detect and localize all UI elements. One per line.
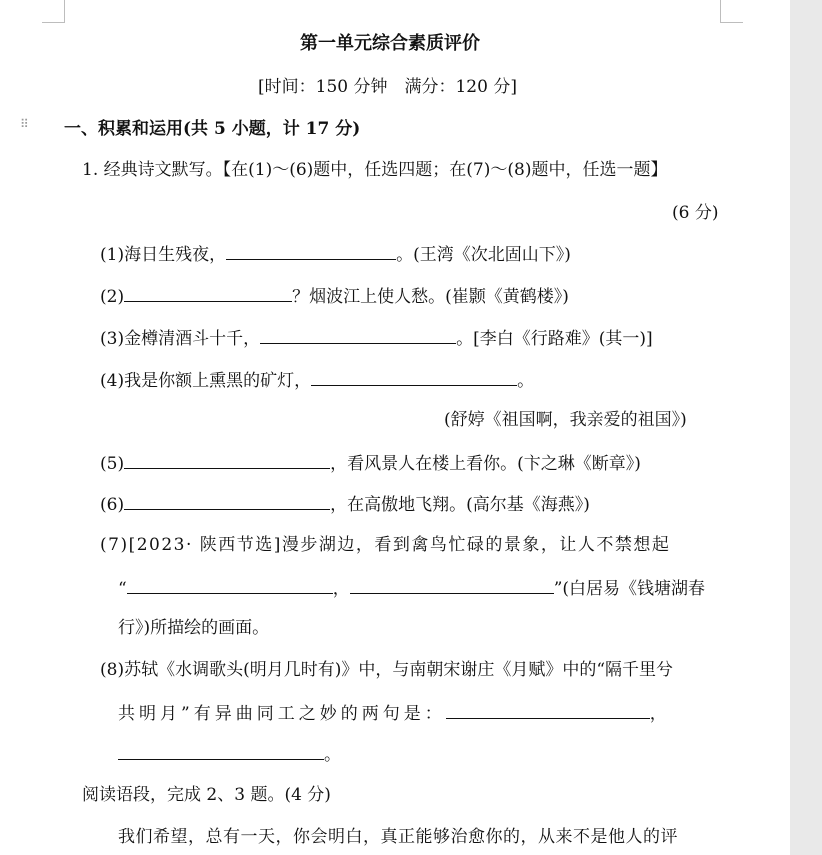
item-text: ， <box>649 704 671 724</box>
answer-blank[interactable] <box>446 700 650 719</box>
fill-item-7-line2 <box>118 575 705 601</box>
fill-item-2 <box>100 283 569 309</box>
fill-item-3 <box>100 325 653 351</box>
question-1-score: (6 分) <box>672 203 719 223</box>
item-text: (4)我是你额上熏黑的矿灯， <box>100 371 312 391</box>
item-text: (6) <box>100 495 125 515</box>
fill-item-4-source: (舒婷《祖国啊，我亲爱的祖国》) <box>444 410 687 430</box>
fill-item-7-line3: 行》)所描绘的画面。 <box>118 618 270 638</box>
item-text: 。(王湾《次北固山下》) <box>396 245 571 265</box>
item-text: (2) <box>100 287 125 307</box>
fill-item-8-line3 <box>118 741 341 767</box>
page-corner-mark-left <box>42 0 65 23</box>
item-text: ，看风景人在楼上看你。(卞之琳《断章》) <box>330 454 641 474</box>
answer-blank[interactable] <box>118 741 324 760</box>
item-text: ，在高傲地飞翔。(高尔基《海燕》) <box>330 495 590 515</box>
answer-blank[interactable] <box>226 241 396 260</box>
item-text: 共明月”有异曲同工之妙的两句是： <box>118 704 446 724</box>
fill-item-8-line2 <box>118 700 671 726</box>
drag-handle-icon[interactable]: ⠿ <box>20 117 30 131</box>
exam-info: [时间：150 分钟 满分：120 分] <box>258 77 517 97</box>
answer-blank[interactable] <box>124 491 330 510</box>
page-corner-mark-right <box>720 0 743 23</box>
fill-item-8-line1: (8)苏轼《水调歌头(明月几时有)》中，与南朝宋谢庄《月赋》中的“隔千里兮 <box>100 660 674 680</box>
page-title: 第一单元综合素质评价 <box>300 33 480 54</box>
item-text: “ <box>118 579 127 599</box>
reading-intro: 阅读语段，完成 2、3 题。(4 分) <box>82 785 331 805</box>
fill-item-5 <box>100 450 641 476</box>
item-text: ， <box>332 579 350 599</box>
answer-blank[interactable] <box>124 450 330 469</box>
section-heading: 一、积累和运用(共 5 小题，计 17 分) <box>64 119 361 139</box>
answer-blank[interactable] <box>311 367 517 386</box>
fill-item-6 <box>100 491 590 517</box>
answer-blank[interactable] <box>350 575 554 594</box>
item-text: 。[李白《行路难》(其一)] <box>456 329 653 349</box>
fill-item-7-line1: (7)[2023· 陕西节选]漫步湖边，看到禽鸟忙碌的景象，让人不禁想起 <box>100 535 671 555</box>
answer-blank[interactable] <box>127 575 333 594</box>
fill-item-4 <box>100 367 534 393</box>
item-text: (1)海日生残夜， <box>100 245 227 265</box>
reading-passage: 我们希望，总有一天，你会明白，真正能够治愈你的，从来不是他人的评 <box>118 827 678 847</box>
item-text: (3)金樽清酒斗十千， <box>100 329 261 349</box>
item-text: 。 <box>324 745 341 765</box>
answer-blank[interactable] <box>260 325 456 344</box>
question-1-stem: 1. 经典诗文默写。【在(1)～(6)题中，任选四题；在(7)～(8)题中，任选一题】 <box>82 160 668 180</box>
window-gutter <box>790 0 822 855</box>
item-text: 。 <box>517 371 535 391</box>
answer-blank[interactable] <box>124 283 292 302</box>
item-text: ？烟波江上使人愁。(崔颢《黄鹤楼》) <box>292 287 569 307</box>
fill-item-1 <box>100 241 571 267</box>
item-text: ”(白居易《钱塘湖春 <box>553 579 706 599</box>
item-text: (5) <box>100 454 125 474</box>
